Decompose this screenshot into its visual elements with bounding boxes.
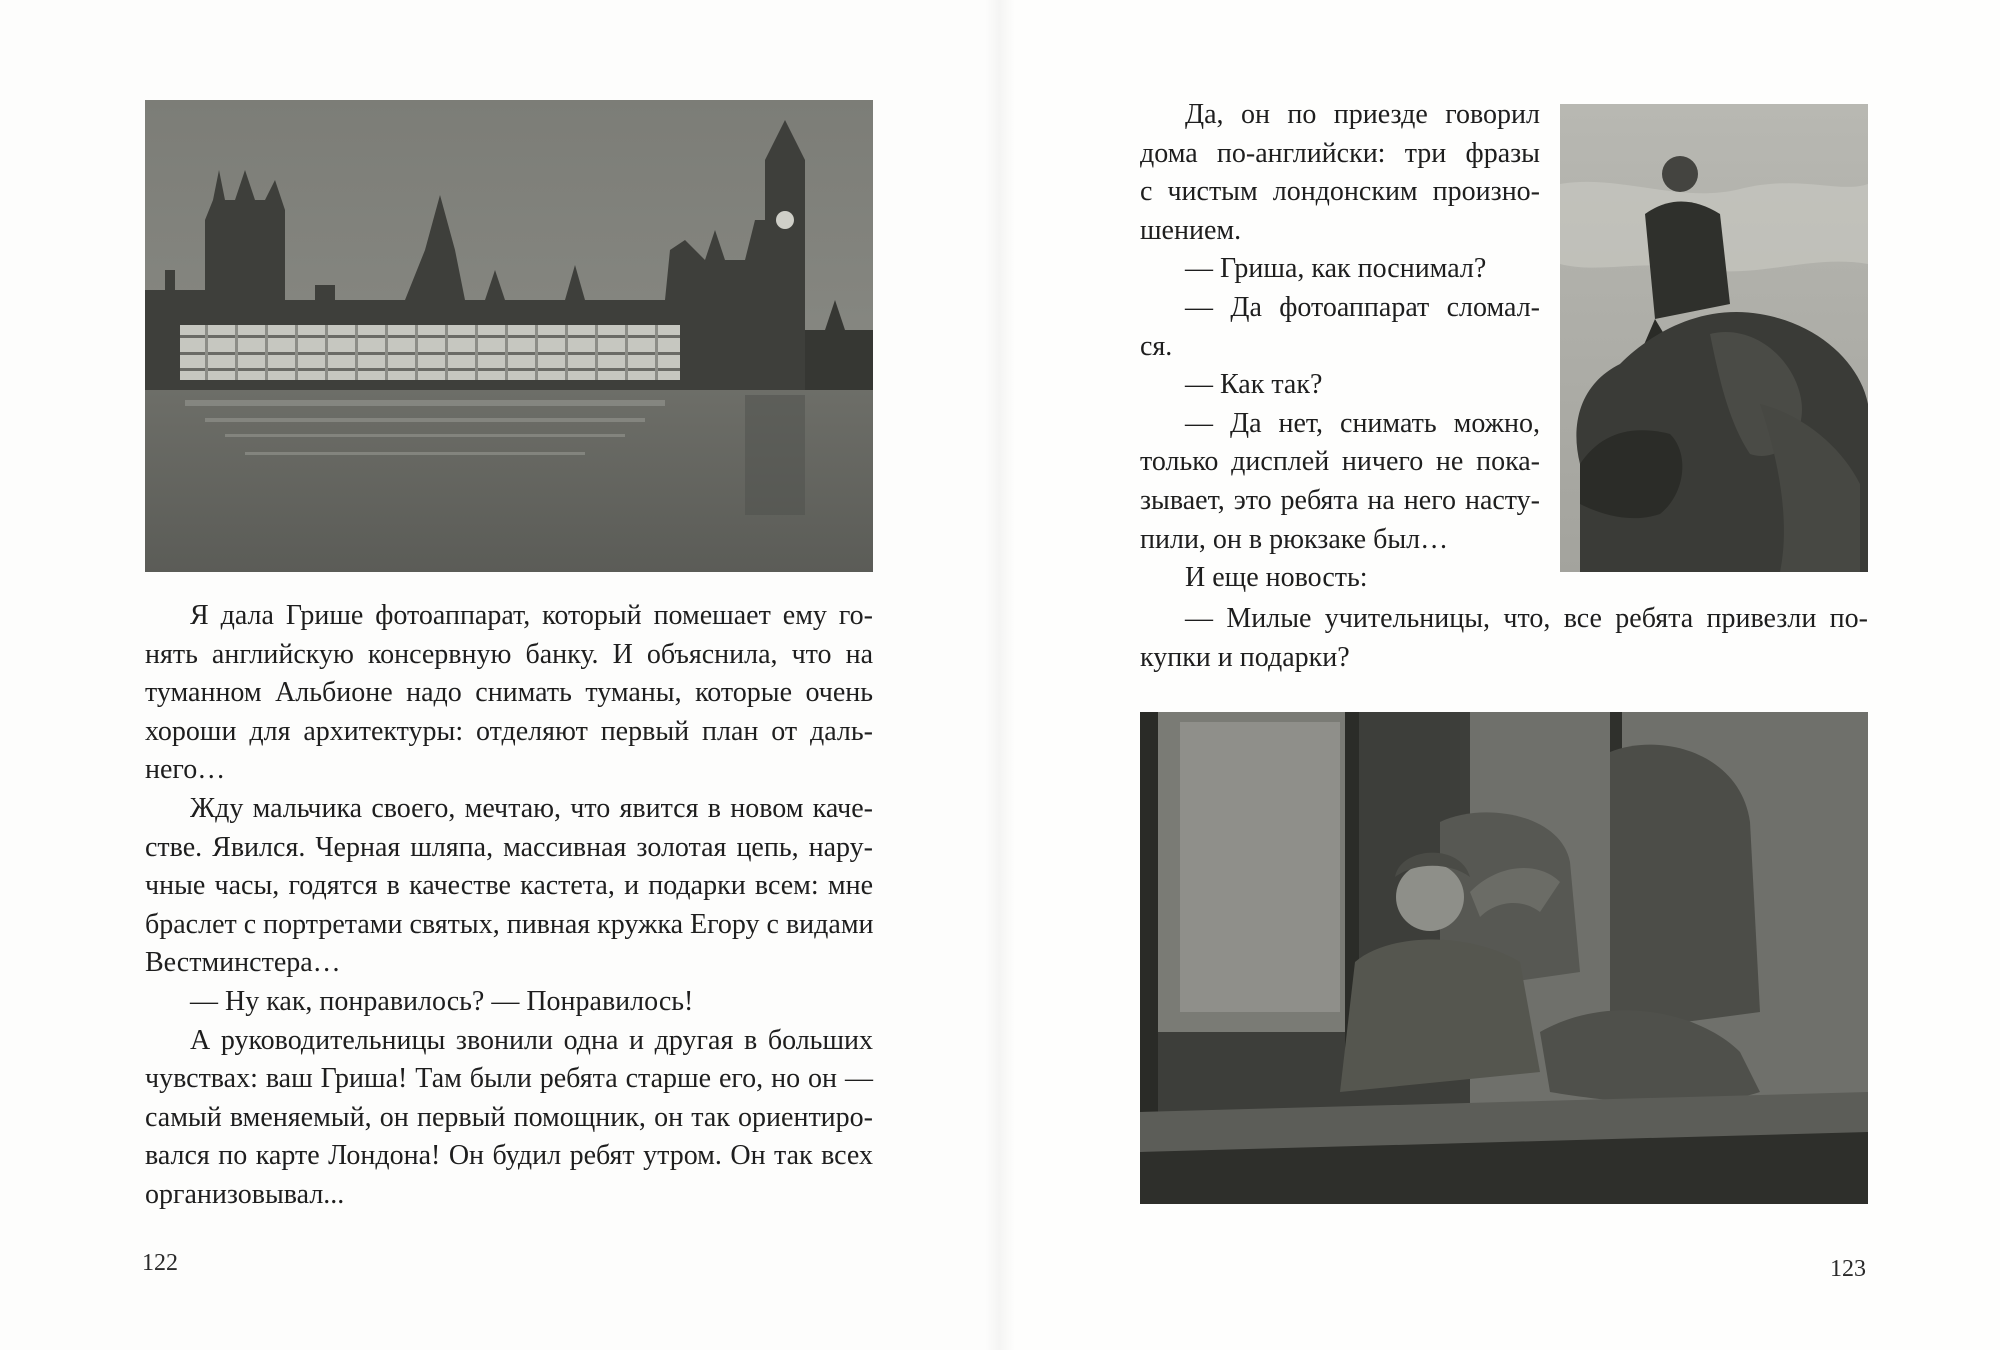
paragraph [1140,559,1540,598]
page-number-right: 123 [1830,1256,1866,1282]
text-line: пили, он в рюкзаке был… [1140,523,1449,555]
paragraph [145,983,873,1022]
text-line: Жду мальчика своего, мечтаю, что явится в новом каче- [190,792,873,824]
text-line: самый вменяемый, он первый помощник, он так ориентиро- [145,1101,873,1133]
text-line: — Милые учительницы, что, все ребята привезли по- [1185,603,1868,634]
westminster-illustration [145,100,873,572]
text-line: шением. [1140,214,1242,246]
text-line: вался по карте Лондона! Он будил ребят утром. Он так всех [145,1140,873,1172]
lion-statue-illustration [1560,104,1868,572]
text-line: зывает, это ребята на него насту- [1140,484,1540,516]
text-line: — Гриша, как поснимал? [1185,253,1487,285]
page-number-left: 122 [142,1250,178,1276]
text-line: браслет с портретами святых, пивная кружка Егору с видами [145,908,874,940]
paragraph [1140,600,1868,677]
boy-face [1396,863,1464,931]
text-line: — Да фотоаппарат сломал- [1185,291,1540,323]
text-line: — Да нет, снимать можно, [1185,407,1540,439]
boy-head [1662,156,1698,192]
lion-statue-photo [1560,104,1868,572]
text-line: чные часы, годятся в качестве кастета, и подарки всем: мне [145,870,873,902]
text-line: Да, он по приезде говорил [1185,99,1540,130]
text-line: — Ну как, понравилось? — Понравилось! [190,985,694,1017]
paragraph [1140,405,1540,559]
bus-interior-photo [1140,712,1868,1204]
bus-interior-illustration [1140,712,1868,1204]
text-line: нять английскую консервную банку. И объяснила, что на [145,638,873,670]
paragraph [1140,96,1540,250]
paragraph [1140,366,1540,405]
paragraph [145,790,873,983]
book-gutter [985,0,1015,1350]
text-line: хороши для архитектуры: отделяют первый план от даль- [145,715,873,747]
text-line: только дисплей ничего не пока- [1140,446,1540,478]
text-line: — Как так? [1185,369,1323,401]
paragraph [1140,250,1540,289]
paragraph [1140,289,1540,366]
text-line: стве. Явился. Черная шляпа, массивная золотая цепь, нару- [145,831,873,863]
paragraph [145,597,873,790]
text-line: с чистым лондонским произно- [1140,176,1540,208]
text-line: А руководительницы звонили одна и другая в больших [190,1024,873,1056]
clock-face-icon [776,211,794,229]
text-line: И еще новость: [1185,562,1368,594]
text-line: туманном Альбионе надо снимать туманы, которые очень [145,677,873,709]
text-line: него… [145,754,226,786]
text-line: чувствах: ваш Гриша! Там были ребята старше его, но он — [145,1063,873,1095]
right-page-wide-text [1140,600,1868,677]
paragraph [145,1022,873,1215]
text-line: дома по-английски: три фразы [1140,137,1540,169]
left-page-body-text [145,597,873,1215]
text-line: Вестминстера… [145,947,341,979]
text-line: организовывал... [145,1178,345,1210]
text-line: купки и подарки? [1140,641,1350,673]
text-line: ся. [1140,330,1173,362]
right-page-body-text [1140,96,1540,598]
text-line: Я дала Грише фотоаппарат, который помешает ему го- [190,600,873,631]
westminster-photo [145,100,873,572]
